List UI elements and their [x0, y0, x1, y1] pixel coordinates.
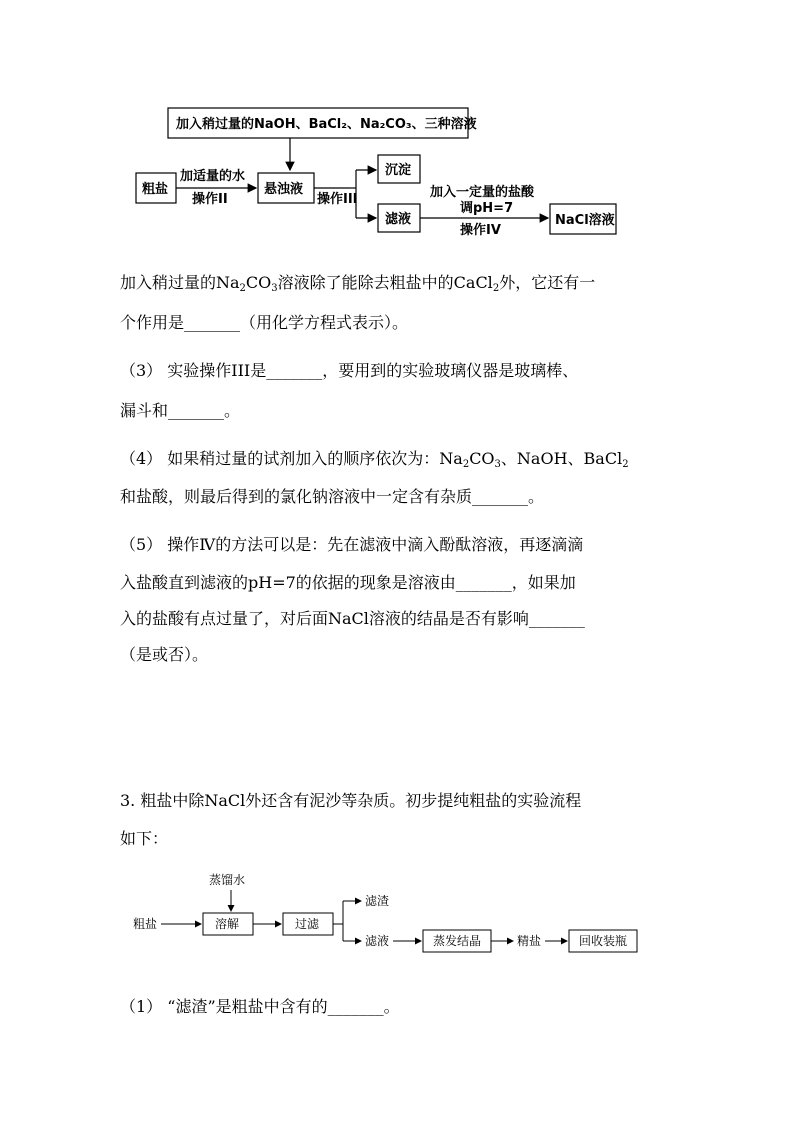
- problem3-line1: 3. 粗盐中除NaCl外还含有泥沙等杂质。初步提纯粗盐的实验流程: [120, 791, 582, 810]
- evaporate-label: 蒸发结晶: [433, 934, 482, 948]
- q4-line2: 和盐酸，则最后得到的氯化钠溶液中一定含有杂质_______。: [120, 487, 545, 506]
- crude-salt-label: 粗盐: [142, 182, 169, 197]
- na2co3-question-line2: 个作用是_______（用化学方程式表示）。: [120, 313, 409, 332]
- filtrate-label: 滤液: [385, 212, 412, 227]
- q3-line2: 漏斗和_______。: [120, 401, 241, 420]
- refined-salt-label: 精盐: [517, 934, 542, 948]
- op4-label: 操作IV: [460, 223, 501, 238]
- adjust-ph-label: 调pH=7: [460, 201, 514, 216]
- q1-line1: （1） “滤渣”是粗盐中含有的_______。: [120, 997, 400, 1016]
- nacl-solution-label: NaCl溶液: [555, 213, 615, 228]
- add-acid-label: 加入一定量的盐酸: [430, 185, 535, 200]
- problem3-line2: 如下：: [120, 829, 169, 848]
- op3-label: 操作III: [317, 192, 358, 207]
- q5-line3: 入的盐酸有点过量了，对后面NaCl溶液的结晶是否有影响_______: [120, 609, 585, 628]
- recycle-bottle-label: 回收装瓶: [579, 934, 628, 948]
- dissolve-label: 溶解: [215, 917, 240, 931]
- precipitate-label: 沉淀: [385, 163, 412, 178]
- filter-label: 过滤: [295, 917, 320, 931]
- q5-line2: 入盐酸直到滤液的pH=7的依据的现象是溶液由_______，如果加: [120, 573, 576, 592]
- q5-line1: （5） 操作Ⅳ的方法可以是：先在滤液中滴入酚酞溶液，再逐滴滴: [120, 535, 584, 554]
- na2co3-question-line1: 加入稍过量的$Na_2CO_3$溶液除了能除去粗盐中的CaCl$_2$外，它还有一: [120, 273, 596, 294]
- crude-salt-label-2: 粗盐: [133, 917, 158, 931]
- distilled-water-label: 蒸馏水: [209, 873, 246, 887]
- suspension-label: 悬浊液: [264, 182, 304, 197]
- flow-diagram-nacl-purification: [120, 100, 640, 250]
- q4-line1: （4） 如果稍过量的试剂加入的顺序依次为：$Na_2CO_3$、NaOH、BaCl$_2$: [120, 449, 629, 470]
- residue-label: 滤渣: [365, 894, 390, 908]
- op2-label: 操作II: [192, 192, 228, 207]
- reagents-label: 加入稍过量的NaOH、BaCl₂、Na₂CO₃、三种溶液: [176, 117, 477, 132]
- q5-line4: （是或否）。: [120, 645, 209, 664]
- add-water-label: 加适量的水: [180, 169, 246, 184]
- q3-line1: （3） 实验操作III是_______，要用到的实验玻璃仪器是玻璃棒、: [120, 361, 579, 380]
- flow-diagram-crude-salt: [125, 868, 655, 963]
- filtrate-label-2: 滤液: [365, 934, 390, 948]
